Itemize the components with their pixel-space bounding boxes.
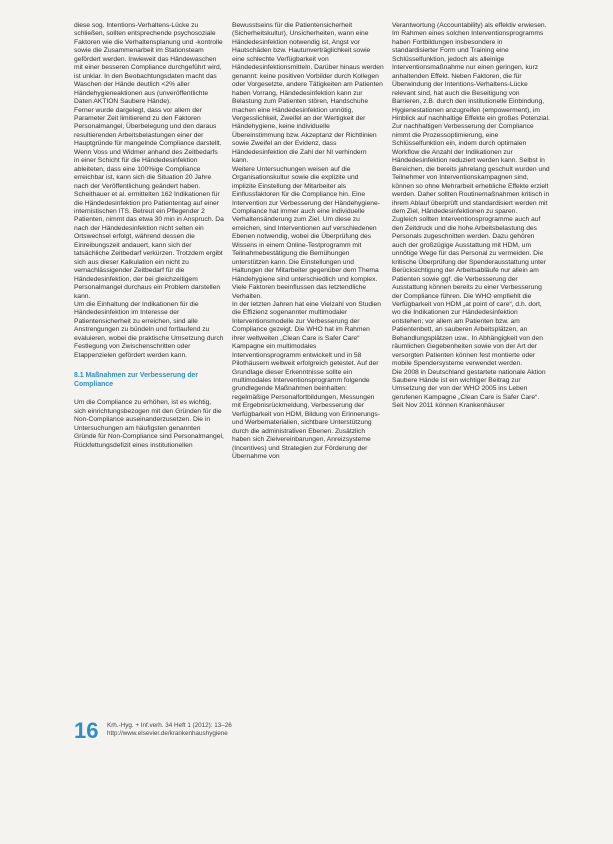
text-column-right bbox=[392, 22, 550, 411]
paragraph: diese sog. Intentions-Verhaltens-Lücke zu schließen, sollten entsprechende psychosoziale Faktoren wie die Verhaltensplanung und -kontrolle sowie die Zusammenarbeit im Stationsteam gefördert werden. Inwieweit das Händewaschen mit einer besseren Compliance durchgeführt wird, ist unklar. In den Beobachtungsdaten macht das Waschen der Hände deutlich <2% aller Händehygieneaktionen aus (unveröffentlichte Daten AKTION Saubere Hände). bbox=[74, 22, 223, 106]
paragraph: In der letzten Jahren hat eine Vielzahl von Studien die Effizienz sogenannter multimodaler Interventionsmodelle zur Verbesserung der Compliance gezeigt. Die WHO hat im Rahmen ihrer weltweiten „Clean Care is Safer Care“ Kampagne ein multimodales Interventionsprogramm entwickelt und in 58 Pilothäusern weltweit erfolgreich getestet. Auf der Grundlage dieser Erkenntnisse sollte ein multimodales Interventionsprogramm folgende grundlegende Maßnahmen beinhalten: regelmäßige Personalfortbildungen, Messungen mit Ergebnisrückmeldung, Verbesserung der Verfügbarkeit von HDM, Bildung von Erinnerungs- und Werbematerialien, sichtbare Unterstützung durch die administrativen Ebenen. Zusätzlich haben sich Zielvereinbarungen, Anreizsysteme (Incentives) und Strategien zur Förderung der Übernahme von bbox=[232, 300, 381, 461]
journal-url: http://www.elsevier.de/krankenhaushygiene bbox=[107, 730, 228, 737]
page-number: 16 bbox=[74, 718, 99, 743]
paragraph: Um die Compliance zu erhöhen, ist es wichtig, sich einrichtungsbezogen mit den Gründen für die Non-Compliance auseinanderzusetzen. Die in Untersuchungen am häufigsten genannten Gründe für Non-Compliance sind Personalmangel, Rückfettungsdefizit eines institutionellen bbox=[74, 399, 224, 449]
paragraph: Bewusstseins für die Patientensicherheit (Sicherheitskultur), Unsicherheiten, wann eine Händedesinfektion notwendig ist, Angst vor Hautschäden bzw. Hautunverträglichkeit sowie eine schlechte Verfügbarkeit von Händedesinfektionsmitteln. Darüber hinaus werden genannt: keine positiven Vorbilder durch Kollegen oder Vorgesetzte, andere Tätigkeiten am Patienten haben Vorrang, Händedesinfektion kann zur Belastung zum Patienten stören, Handschuhe machen eine Händedesinfektion unnötig, Vergesslichkeit, Zweifel an der Wertigkeit der Händehygiene, keine individuelle Übereinstimmung bzw. Akzeptanz der Richtlinien sowie Zweifel an der Evidenz, dass Händedesinfektion die Zahl der NI verhindern kann. bbox=[232, 22, 384, 165]
page-footer bbox=[74, 720, 554, 744]
text-column-middle bbox=[232, 22, 384, 462]
paragraph: Die 2008 in Deutschland gestartete nationale Aktion Saubere Hände ist ein wichtiger Beitrag zur Umsetzung der von der WHO 2005 ins Leben gerufenen Kampagne „Clean Care is Safer Care“. Seit Nov 2011 können Krankenhäuser bbox=[392, 368, 546, 410]
paragraph: Zugleich sollten Interventionsprogramme auch auf den Zeitdruck und die hohe Arbeitsbelastung des Personals zugeschnitten werden. Dazu gehören auch der großzügige Ausstattung mit HDM, um unnötige Wege für das Personal zu vermeiden. Die kritische Überprüfung der Spenderausstattung unter Berücksichtigung der Arbeitsabläufe nur allein am Patienten sowie ggf. die Verbesserung der Ausstattung können bereits zu einer Verbesserung der Compliance führen. Die WHO empfiehlt die Verfügbarkeit von HDM „at point of care“, d.h. dort, wo die Indikationen zur Händedesinfektion entstehen; vor allem am Patienten bzw. am Patientenbett, an sauberen Arbeitsplätzen, an Behandlungsplätzen usw.. In Abhängigkeit von den räumlichen Gegebenheiten sowie von der Art der versorgten Patienten können fest montierte oder mobile Spendersysteme verwendet werden. bbox=[392, 216, 546, 368]
section-heading: 8.1 Maßnahmen zur Verbesserung der Compliance bbox=[74, 372, 199, 388]
text-column-left bbox=[74, 22, 224, 450]
paragraph: Ferner wurde dargelegt, dass vor allem der Parameter Zeit limitierend zu den Faktoren Personalmangel, Überbelegung und den daraus resultierenden Arbeitsbelastungen einer der Hauptgründe für mangelnde Compliance darstellt. Wenn Voss und Widmer anhand des Zeitbedarfs in einer Schicht für die Händedesinfektion ableiteten, dass eine 100%ige Compliance erreichbar ist, kann sich die Situation 20 Jahre nach der Veröffentlichung geändert haben. Scheithauer et al. ermittelten 162 Indikationen für die Händedesinfektion pro Patiententag auf einer internistischen ITS. Betreut ein Pflegender 2 Patienten, nimmt das etwa 30 min in Anspruch. Da nach der Händedesinfektion nicht selten ein Ortswechsel erfolgt, während dessen die Einreibungszeit andauert, kann sich der tatsächliche Zeitbedarf verkürzen. Trotzdem ergibt sich aus dieser Kalkulation ein nicht zu vernachlässigender Zeitbedarf für die Händedesinfektion, der bei gleichzeitigem Personalmangel durchaus ein Problem darstellen kann. bbox=[74, 106, 224, 300]
paragraph: Verantwortung (Accountability) als effektiv erwiesen. Im Rahmen eines solchen Interventionsprogramms haben Fortbildungen insbesondere in standardisierter Form und Training eine Schlüsselfunktion, jedoch als alleinige Interventionsmaßnahme nur einen geringen, kurz anhaltenden Effekt. Neben Faktoren, die für Überwindung der Intentions-Verhaltens-Lücke relevant sind, hat auch die Beseitigung von Barrieren, z.B. durch den institutionelle Einbindung, Hygienestationen anzugreifen (empowerment), im Hinblick auf nachhaltige Effekte ein großes Potenzial. Zur nachhaltigen Verbesserung der Compliance nimmt die Prozessoptimierung, eine Schlüsselfunktion ein, indem durch optimalen Workflow die Anzahl der Indikationen zur Händedesinfektion reduziert werden kann. Selbst in Bereichen, die bereits jahrelang geschult wurden und Teilnehmer von Interventionskampagnen sind, können so ohne Mehrarbeit erhebliche Effekte erzielt werden. Daher sollten Routinemaßnahmen kritisch in ihrem Ablauf überprüft und standardisiert werden mit dem Ziel, Händedesinfektionen zu sparen. bbox=[392, 22, 550, 215]
paragraph: Weitere Untersuchungen weisen auf die Organisationskultur sowie die explizite und implizite Einstellung der Mitarbeiter als Einflussfaktoren für die Compliance hin. Eine Intervention zur Verbesserung der Händehygiene-Compliance hat immer auch eine individuelle Verhaltensänderung zum Ziel. Um diese zu erreichen, sind Interventionen auf verschiedenen Ebenen notwendig, wobei die Überprüfung des Wissens in einem Online-Testprogramm mit Teilnahmebestätigung die Bemühungen unterstützen kann. Die Einstellungen und Haltungen der Mitarbeiter gegenüber dem Thema Händehygiene sind unterschiedlich und komplex. Viele Faktoren beeinflussen das letztendliche Verhalten. bbox=[232, 165, 380, 300]
journal-reference: Krh.-Hyg. + Inf.verh. 34 Heft 1 (2012): 13–26 bbox=[107, 722, 232, 729]
paragraph: Um die Einhaltung der Indikationen für die Händedesinfektion im Interesse der Patientensicherheit zu erreichen, sind alle Anstrengungen zu bündeln und fortlaufend zu evaluieren, wobei die praktische Umsetzung durch Festlegung von Zwischenschritten oder Etappenzielen gefördert werden kann. bbox=[74, 300, 224, 359]
